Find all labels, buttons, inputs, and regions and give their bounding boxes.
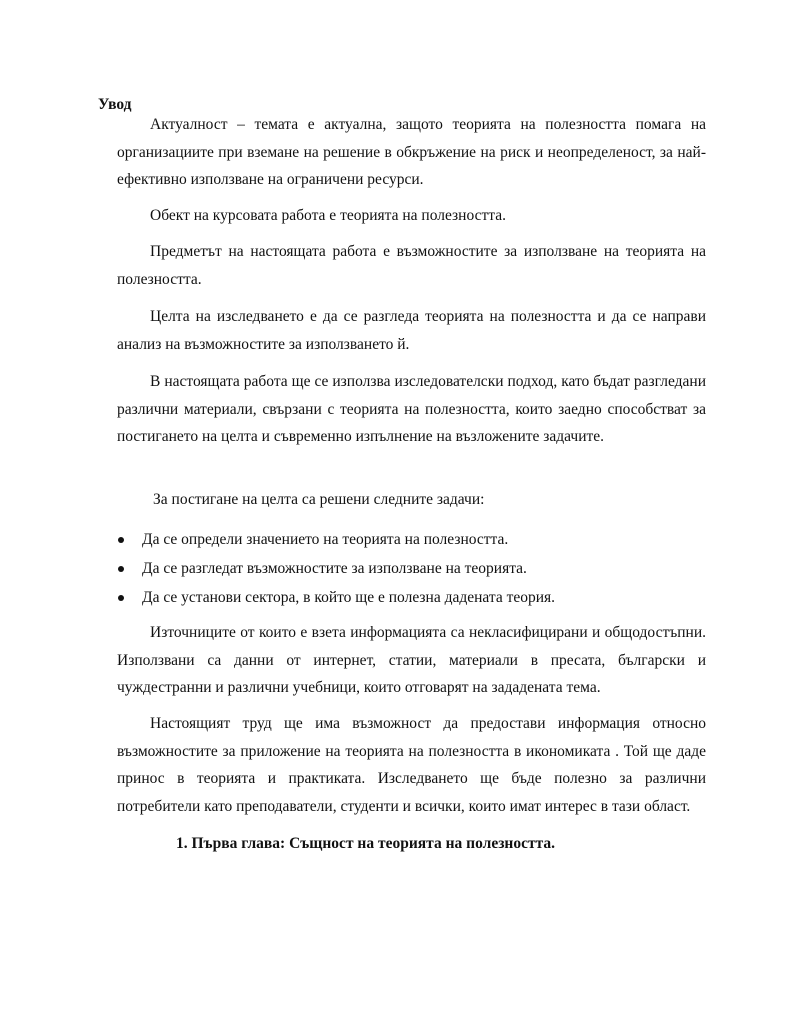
task-text: Да се определи значението на теорията на полезността. — [142, 531, 509, 548]
list-item — [117, 584, 706, 613]
paragraph-goal: Целта на изследването е да се разгледа теорията на полезността и да се направи анализ на възможностите за използването й. — [117, 308, 706, 353]
paragraph-subject: Предметът на настоящата работа е възможностите за използване на теорията на полезността. — [117, 243, 706, 288]
bullet-icon — [118, 537, 124, 543]
bullet-icon — [118, 566, 124, 572]
paragraph-relevance: Актуалност – темата е актуална, защото теорията на полезността помага на организациите при вземане на решение в обкръжение на риск и неопределеност, за най-ефективно използване на ограничени ресурси. — [117, 116, 706, 188]
paragraph-sources: Източниците от които е взета информацията са некласифицирани и общодостъпни. Използвани са данни от интернет, статии, материали в пресата, български и чуждестранни и различни учебници, които отговарят на зададената тема. — [117, 624, 706, 696]
list-item — [117, 555, 706, 584]
paragraph-contribution: Настоящият труд ще има възможност да предостави информация относно възможностите за приложение на теорията на полезността в икономиката . Той ще даде принос в теорията и практиката. Изследването ще бъде полезно за различни потребители като преподаватели, студенти и всички, които имат интерес в тази област. — [117, 715, 706, 815]
list-item — [117, 526, 706, 555]
paragraph-approach: В настоящата работа ще се използва изследователски подход, като бъдат разгледани различни материали, свързани с теорията на полезността, които заедно способстват за постигането на целта и съвременно изпълнение на възложените задачите. — [117, 373, 706, 445]
chapter-title: 1. Първа глава: Същност на теорията на полезността. — [176, 835, 556, 852]
paragraph-object: Обект на курсовата работа е теорията на полезността. — [150, 207, 506, 224]
bullet-icon — [118, 595, 124, 601]
task-text: Да се установи сектора, в който ще е полезна дадената теория. — [142, 589, 556, 606]
task-text: Да се разгледат възможностите за използване на теорията. — [142, 560, 527, 577]
tasks-list — [117, 526, 706, 613]
paragraph-tasks-intro: За постигане на целта са решени следните задачи: — [153, 491, 485, 508]
section-heading: Увод — [98, 96, 132, 113]
